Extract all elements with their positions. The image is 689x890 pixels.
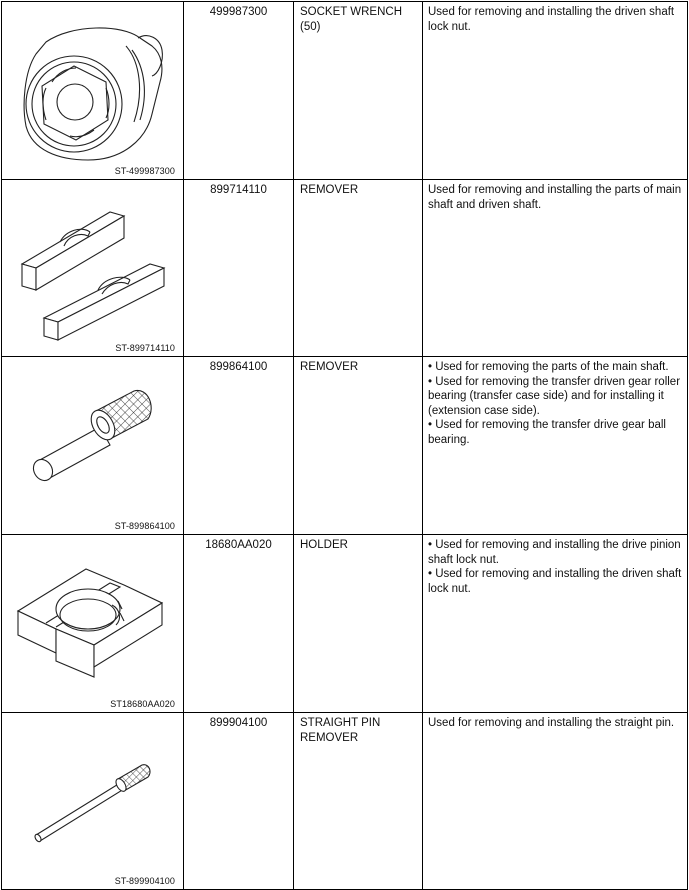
description-line: • Used for removing the transfer drive gear ball bearing. <box>428 419 666 446</box>
tool-illustration-cell <box>2 180 184 357</box>
description-line: Used for removing and installing the parts of main shaft and driven shaft. <box>428 184 682 211</box>
table-row <box>2 535 688 713</box>
illustration-code: ST-899904100 <box>114 876 175 886</box>
part-number: 899714110 <box>184 180 294 357</box>
table-row <box>2 713 688 890</box>
part-number: 899864100 <box>184 357 294 535</box>
illustration-code: ST-899864100 <box>114 521 175 531</box>
description-line: Used for removing and installing the straight pin. <box>428 717 675 729</box>
tool-illustration-cell <box>2 535 184 713</box>
straight-pin-remover-illustration <box>2 713 183 886</box>
description-line: Used for removing and installing the driven shaft lock nut. <box>428 6 675 33</box>
tool-name: SOCKET WRENCH (50) <box>294 2 423 180</box>
description-line: • Used for removing the parts of the main shaft. <box>428 361 669 373</box>
tool-name: REMOVER <box>294 180 423 357</box>
description-line: • Used for removing the transfer driven gear roller bearing (transfer case side) and for installing it (extension case side). <box>428 375 681 417</box>
tool-name: HOLDER <box>294 535 423 713</box>
holder-illustration <box>2 535 183 709</box>
illustration-code: ST18680AA020 <box>110 699 175 709</box>
illustration-code: ST-899714110 <box>115 343 175 353</box>
tool-description <box>423 713 688 890</box>
tool-illustration-cell <box>2 713 184 890</box>
knurled-remover-illustration <box>2 357 183 531</box>
tool-name: REMOVER <box>294 357 423 535</box>
illustration-code: ST-499987300 <box>114 166 175 176</box>
tool-description <box>423 357 688 535</box>
socket-wrench-illustration <box>2 2 183 176</box>
tool-illustration-cell <box>2 2 184 180</box>
table-row <box>2 2 688 180</box>
tool-name: STRAIGHT PIN REMOVER <box>294 713 423 890</box>
part-number: 899904100 <box>184 713 294 890</box>
part-number: 18680AA020 <box>184 535 294 713</box>
description-line: • Used for removing and installing the driven shaft lock nut. <box>428 568 682 595</box>
table-row <box>2 357 688 535</box>
tool-description <box>423 180 688 357</box>
table-row <box>2 180 688 357</box>
remover-blocks-illustration <box>2 180 183 353</box>
special-tools-table <box>1 1 688 890</box>
tool-illustration-cell <box>2 357 184 535</box>
tool-description <box>423 535 688 713</box>
part-number: 499987300 <box>184 2 294 180</box>
tool-description <box>423 2 688 180</box>
description-line: • Used for removing and installing the drive pinion shaft lock nut. <box>428 539 681 566</box>
